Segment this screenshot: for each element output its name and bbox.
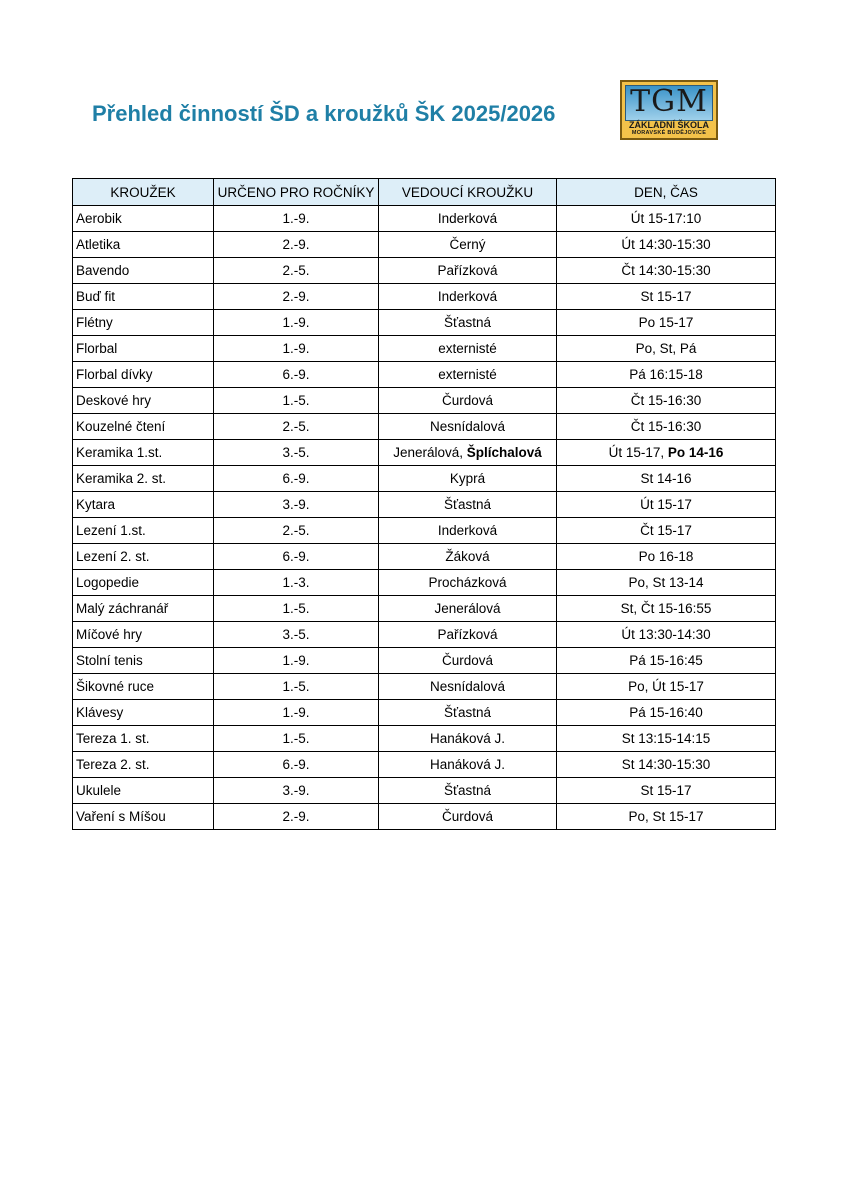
- grades-cell: 1.-9.: [214, 336, 379, 362]
- logo-town-name: MORAVSKÉ BUDĚJOVICE: [631, 130, 707, 136]
- table-row: [73, 596, 776, 622]
- table-row: [73, 388, 776, 414]
- grades-cell: 1.-5.: [214, 388, 379, 414]
- table-row: [73, 362, 776, 388]
- grades-cell: 1.-9.: [214, 700, 379, 726]
- schedule-text: Po 16-18: [638, 549, 694, 564]
- club-name-cell: Deskové hry: [73, 388, 214, 414]
- club-name-cell: Šikovné ruce: [73, 674, 214, 700]
- schedule-text: Út 15-17:10: [630, 211, 702, 226]
- leader-name: Čurdová: [441, 393, 494, 408]
- club-name-cell: Lezení 2. st.: [73, 544, 214, 570]
- schedule-cell: [557, 466, 776, 492]
- leader-cell: [379, 570, 557, 596]
- schedule-text: St 15-17: [640, 289, 692, 304]
- table-row: [73, 310, 776, 336]
- table-row: [73, 232, 776, 258]
- leader-cell: [379, 622, 557, 648]
- schedule-cell: [557, 778, 776, 804]
- table-row: [73, 518, 776, 544]
- schedule-text: Čt 15-17: [640, 523, 692, 538]
- table-row: [73, 804, 776, 830]
- leader-cell: [379, 232, 557, 258]
- leader-cell: [379, 492, 557, 518]
- table-row: [73, 544, 776, 570]
- schedule-cell: [557, 596, 776, 622]
- schedule-cell: [557, 440, 776, 466]
- leader-name: Hanáková J.: [429, 757, 506, 772]
- table-row: [73, 440, 776, 466]
- leader-name: Nesnídalová: [429, 419, 506, 434]
- schedule-cell: [557, 258, 776, 284]
- schedule-text: Pá 15-16:45: [629, 653, 703, 668]
- schedule-cell: [557, 336, 776, 362]
- table-row: [73, 206, 776, 232]
- leader-cell: [379, 804, 557, 830]
- table-row: [73, 492, 776, 518]
- leader-name: Inderková: [437, 211, 498, 226]
- leader-cell: [379, 648, 557, 674]
- column-header-club: KROUŽEK: [73, 179, 214, 206]
- logo-monogram: TGM: [630, 84, 708, 119]
- schedule-cell: [557, 648, 776, 674]
- leader-cell: [379, 674, 557, 700]
- grades-cell: 1.-5.: [214, 674, 379, 700]
- leader-name: Černý: [449, 237, 486, 252]
- leader-cell: [379, 206, 557, 232]
- table-row: [73, 648, 776, 674]
- table-row: [73, 336, 776, 362]
- leader-name: Hanáková J.: [429, 731, 506, 746]
- schedule-text: Po, St 13-14: [628, 575, 704, 590]
- club-name-cell: Vaření s Míšou: [73, 804, 214, 830]
- schedule-cell: [557, 674, 776, 700]
- grades-cell: 2.-9.: [214, 284, 379, 310]
- schedule-cell: [557, 518, 776, 544]
- leader-cell: [379, 440, 557, 466]
- logo-school-name: ZÁKLADNÍ ŠKOLA: [629, 120, 709, 130]
- table-row: [73, 466, 776, 492]
- table-row: [73, 700, 776, 726]
- table-row: [73, 258, 776, 284]
- table-row: [73, 752, 776, 778]
- club-name-cell: Kouzelné čtení: [73, 414, 214, 440]
- schedule-text: Po, St, Pá: [635, 341, 697, 356]
- leader-name: Nesnídalová: [429, 679, 506, 694]
- club-name-cell: Ukulele: [73, 778, 214, 804]
- leader-cell: [379, 518, 557, 544]
- schedule-text: Út 13:30-14:30: [621, 627, 711, 642]
- schedule-highlight: Po 14-16: [667, 445, 724, 460]
- schedule-cell: [557, 414, 776, 440]
- grades-cell: 1.-9.: [214, 310, 379, 336]
- schedule-cell: [557, 206, 776, 232]
- club-name-cell: Atletika: [73, 232, 214, 258]
- club-name-cell: Míčové hry: [73, 622, 214, 648]
- club-name-cell: Kytara: [73, 492, 214, 518]
- club-name-cell: Logopedie: [73, 570, 214, 596]
- schedule-text: St 14-16: [640, 471, 692, 486]
- page-title: Přehled činností ŠD a kroužků ŠK 2025/2026: [92, 101, 556, 126]
- schedule-text: Út 14:30-15:30: [621, 237, 711, 252]
- schedule-cell: [557, 232, 776, 258]
- schedule-cell: [557, 752, 776, 778]
- schedule-cell: [557, 310, 776, 336]
- schedule-cell: [557, 388, 776, 414]
- schedule-text: Po, Út 15-17: [628, 679, 704, 694]
- grades-cell: 1.-3.: [214, 570, 379, 596]
- schedule-text: St 13:15-14:15: [621, 731, 711, 746]
- schedule-text: St, Čt 15-16:55: [620, 601, 712, 616]
- schedule-cell: [557, 700, 776, 726]
- grades-cell: 1.-9.: [214, 206, 379, 232]
- leader-name: Šťastná: [443, 497, 492, 512]
- grades-cell: 2.-5.: [214, 518, 379, 544]
- school-logo: [620, 80, 718, 140]
- leader-cell: [379, 752, 557, 778]
- club-name-cell: Florbal dívky: [73, 362, 214, 388]
- club-name-cell: Klávesy: [73, 700, 214, 726]
- leader-name: Procházková: [428, 575, 507, 590]
- schedule-cell: [557, 804, 776, 830]
- leader-name: Jenerálová,: [393, 445, 467, 460]
- table-row: [73, 284, 776, 310]
- grades-cell: 3.-5.: [214, 440, 379, 466]
- leader-name: Pařízková: [437, 627, 498, 642]
- schedule-cell: [557, 726, 776, 752]
- leader-cell: [379, 544, 557, 570]
- leader-cell: [379, 284, 557, 310]
- leader-cell: [379, 466, 557, 492]
- club-name-cell: Tereza 1. st.: [73, 726, 214, 752]
- table-row: [73, 570, 776, 596]
- schedule-cell: [557, 622, 776, 648]
- leader-name: Čurdová: [441, 809, 494, 824]
- leader-name: Kyprá: [449, 471, 486, 486]
- leader-cell: [379, 596, 557, 622]
- leader-name: Šťastná: [443, 705, 492, 720]
- grades-cell: 3.-5.: [214, 622, 379, 648]
- club-name-cell: Malý záchranář: [73, 596, 214, 622]
- schedule-cell: [557, 544, 776, 570]
- leader-name: Inderková: [437, 289, 498, 304]
- schedule-text: St 15-17: [640, 783, 692, 798]
- leader-name: Šťastná: [443, 315, 492, 330]
- grades-cell: 2.-9.: [214, 804, 379, 830]
- grades-cell: 1.-5.: [214, 726, 379, 752]
- grades-cell: 2.-5.: [214, 414, 379, 440]
- leader-name: Šťastná: [443, 783, 492, 798]
- leader-cell: [379, 778, 557, 804]
- club-name-cell: Aerobik: [73, 206, 214, 232]
- schedule-cell: [557, 362, 776, 388]
- leader-cell: [379, 336, 557, 362]
- table-header-row: [73, 179, 776, 206]
- schedule-text: Pá 16:15-18: [629, 367, 703, 382]
- grades-cell: 1.-9.: [214, 648, 379, 674]
- club-name-cell: Florbal: [73, 336, 214, 362]
- table-row: [73, 622, 776, 648]
- leader-cell: [379, 362, 557, 388]
- schedule-text: Út 15-17,: [608, 445, 668, 460]
- logo-emblem: [625, 85, 713, 121]
- schedule-text: Čt 14:30-15:30: [621, 263, 711, 278]
- schedule-cell: [557, 570, 776, 596]
- table-row: [73, 726, 776, 752]
- grades-cell: 3.-9.: [214, 778, 379, 804]
- table-row: [73, 674, 776, 700]
- schedule-text: Čt 15-16:30: [630, 393, 702, 408]
- leader-name: Čurdová: [441, 653, 494, 668]
- club-name-cell: Tereza 2. st.: [73, 752, 214, 778]
- schedule-text: Čt 15-16:30: [630, 419, 702, 434]
- club-name-cell: Bavendo: [73, 258, 214, 284]
- leader-cell: [379, 388, 557, 414]
- grades-cell: 6.-9.: [214, 466, 379, 492]
- leader-cell: [379, 258, 557, 284]
- leader-name: Pařízková: [437, 263, 498, 278]
- club-name-cell: Flétny: [73, 310, 214, 336]
- leader-cell: [379, 414, 557, 440]
- club-name-cell: Lezení 1.st.: [73, 518, 214, 544]
- leader-name: Jenerálová: [434, 601, 501, 616]
- grades-cell: 1.-5.: [214, 596, 379, 622]
- table-row: [73, 778, 776, 804]
- leader-name: externisté: [438, 367, 497, 382]
- club-name-cell: Buď fit: [73, 284, 214, 310]
- clubs-table: [72, 178, 776, 830]
- column-header-time: DEN, ČAS: [557, 179, 776, 206]
- schedule-text: Pá 15-16:40: [629, 705, 703, 720]
- schedule-text: Po, St 15-17: [628, 809, 704, 824]
- club-name-cell: Keramika 1.st.: [73, 440, 214, 466]
- leader-cell: [379, 726, 557, 752]
- table-row: [73, 414, 776, 440]
- leader-cell: [379, 310, 557, 336]
- schedule-cell: [557, 492, 776, 518]
- leader-name-highlight: Šplíchalová: [466, 445, 542, 460]
- grades-cell: 6.-9.: [214, 544, 379, 570]
- grades-cell: 3.-9.: [214, 492, 379, 518]
- column-header-grades: URČENO PRO ROČNÍKY: [214, 179, 379, 206]
- schedule-text: Po 15-17: [638, 315, 694, 330]
- club-name-cell: Stolní tenis: [73, 648, 214, 674]
- schedule-text: St 14:30-15:30: [621, 757, 711, 772]
- column-header-leader: VEDOUCÍ KROUŽKU: [379, 179, 557, 206]
- schedule-text: Út 15-17: [640, 497, 692, 512]
- grades-cell: 6.-9.: [214, 362, 379, 388]
- leader-name: Žáková: [445, 549, 490, 564]
- grades-cell: 2.-5.: [214, 258, 379, 284]
- leader-cell: [379, 700, 557, 726]
- club-name-cell: Keramika 2. st.: [73, 466, 214, 492]
- grades-cell: 6.-9.: [214, 752, 379, 778]
- leader-name: externisté: [438, 341, 497, 356]
- leader-name: Inderková: [437, 523, 498, 538]
- grades-cell: 2.-9.: [214, 232, 379, 258]
- schedule-cell: [557, 284, 776, 310]
